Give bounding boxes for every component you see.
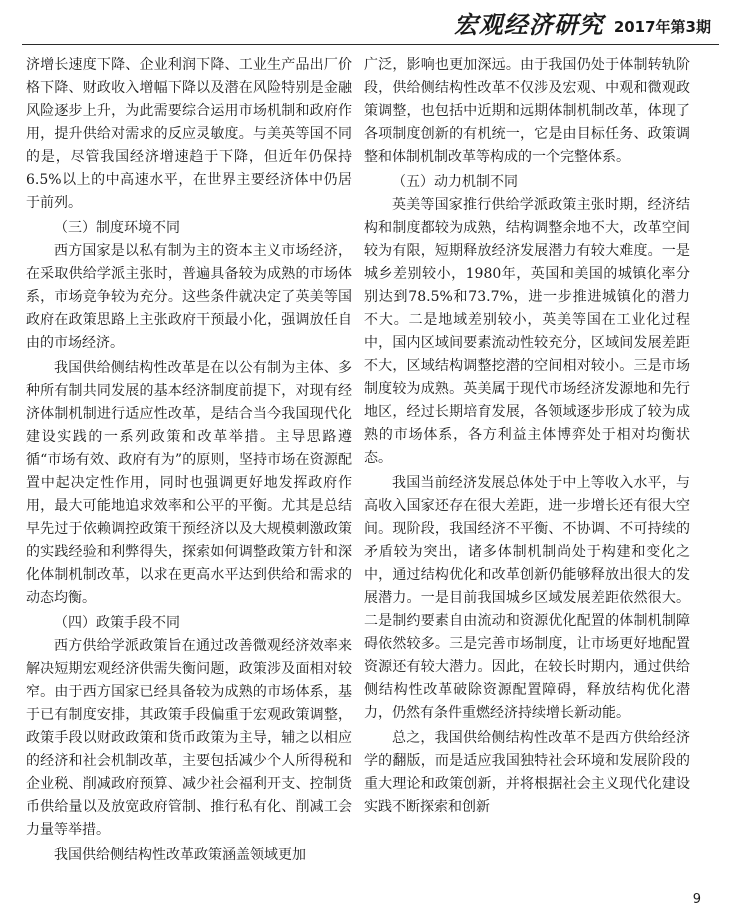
paragraph: 总之，我国供给侧结构性改革不是西方供给经济学的翻版，而是适应我国独特社会环境和发展阶段的重大理论和政策创新，并将根据社会主义现代化建设实践不断探索和创新: [364, 730, 690, 815]
paragraph: 我国供给侧结构性改革是在以公有制为主体、多种所有制共同发展的基本经济制度前提下，对现有经济体制机制进行适应性改革，是结合当今我国现代化建设实践的一系列政策和改革举措。主导思路遵循“市场有效、政府有为”的原则，坚持市场在资源配置中起决定性作用，同时也强调更好地发挥政府作用，最大可能地追求效率和公平的平衡。尤其是总结早先过于依赖调控政策干预经济以及大规模刺激政策的实践经验和利弊得失，探索如何调整政策方针和深化体制机制改革，以求在更高水平达到供给和需求的动态均衡。: [26, 360, 352, 606]
paragraph: 我国供给侧结构性改革政策涵盖领域更加: [54, 847, 306, 863]
right-column: [364, 54, 690, 821]
paragraph: 我国当前经济发展总体处于中上等收入水平，与高收入国家还存在很大差距，进一步增长还有很大空间。现阶段，我国经济不平衡、不协调、不可持续的矛盾较为突出，诸多体制机制尚处于构建和变化之中，通过结构优化和改革创新仍能够释放出很大的发展潜力。一是目前我国城乡区域发展差距依然很大。二是制约要素自由流动和资源优化配置的体制机制障碍依然较多。三是完善市场制度，让市场更好地配置资源还有较大潜力。因此，在较长时期内，通过供给侧结构性改革破除资源配置障碍，释放结构优化潜力，仍然有条件重燃经济持续增长新动能。: [364, 475, 690, 721]
paragraph: 英美等国家推行供给学派政策主张时期，经济结构和制度都较为成熟，结构调整余地不大，改革空间较为有限，短期释放经济发展潜力有较大难度。一是城乡差别较小，1980年，英国和美国的城镇化率分别达到78.5%和73.7%，进一步推进城镇化的潜力不大。二是地域差别较小，英美等国在工业化过程中，国内区域间要素流动性较充分，区域间发展差距不大，区域结构调整挖潜的空间相对较小。三是市场制度较为成熟。英美属于现代市场经济发源地和先行地区，经过长期培育发展，各领域逐步形成了较为成熟的市场体系，各方利益主体博弈处于相对均衡状态。: [364, 197, 690, 466]
running-header: [454, 6, 711, 40]
journal-name: 宏观经济研究: [453, 10, 604, 39]
section-heading: （三）制度环境不同: [54, 220, 180, 236]
paragraph: 西方国家是以私有制为主的资本主义市场经济，在采取供给学派主张时，普遍具备较为成熟的市场体系，市场竞争较为充分。这些条件就决定了英美等国政府在政策思路上主张政府干预最小化，强调放任自由的市场经济。: [26, 243, 352, 351]
paragraph: 济增长速度下降、企业利润下降、工业生产品出厂价格下降、财政收入增幅下降以及潜在风险特别是金融风险逐步上升，为此需要综合运用市场机制和政府作用，提升供给对需求的反应灵敏度。与美英等国不同的是，尽管我国经济增速趋于下降，但近年仍保持6.5%以上的中高速水平，在世界主要经济体中仍居于前列。: [26, 57, 352, 211]
paragraph: 广泛，影响也更加深远。由于我国仍处于体制转轨阶段，供给侧结构性改革不仅涉及宏观、中观和微观政策调整，也包括中近期和远期体制机制改革，体现了各项制度创新的有机统一，它是由目标任务、政策调整和体制机制改革等构成的一个完整体系。: [364, 57, 690, 165]
paragraph: 西方供给学派政策旨在通过改善微观经济效率来解决短期宏观经济供需失衡问题，政策涉及面相对较窄。由于西方国家已经具备较为成熟的市场体系，基于已有制度安排，其政策手段偏重于宏观政策调整，政策手段以财政政策和货币政策为主导，辅之以相应的经济和社会机制改革，主要包括减少个人所得税和企业税、削减政府预算、减少社会福利开支、控制货币供给量以及放宽政府管制、推行私有化、削减工会力量等举措。: [26, 638, 352, 838]
section-heading: （四）政策手段不同: [54, 615, 180, 631]
section-heading: （五）动力机制不同: [392, 174, 518, 190]
header-rule: [22, 44, 719, 45]
issue-label: 2017年第3期: [613, 18, 711, 36]
left-column: [26, 54, 352, 869]
page-number: 9: [692, 892, 701, 907]
